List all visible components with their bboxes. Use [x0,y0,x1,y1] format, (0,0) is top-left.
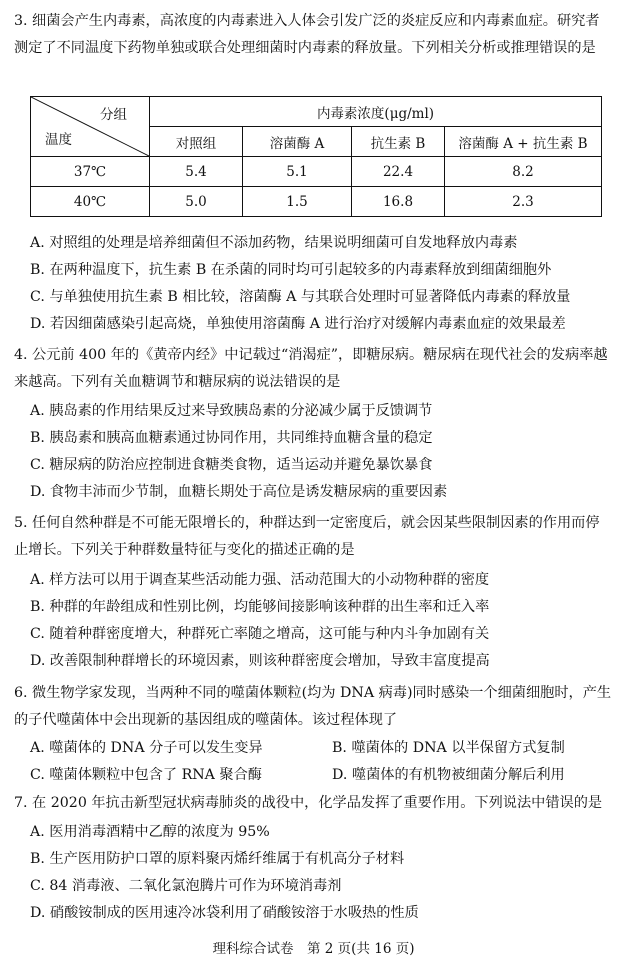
q6-option-b: B. 噬菌体的 DNA 以半保留方式复制 [332,740,565,756]
q7-option-b: B. 生产医用防护口罩的原料聚丙烯纤维属于有机高分子材料 [30,851,405,867]
q4-option-a: A. 胰岛素的作用结果反过来导致胰岛素的分泌减少属于反馈调节 [30,403,433,419]
question-7-stem: 7. 在 2020 年抗击新型冠状病毒肺炎的战役中，化学品发挥了重要作用。下列说法中错误的是 [14,795,603,811]
table-cell: 5.1 [243,157,352,187]
q3-option-c: C. 与单独使用抗生素 B 相比较，溶菌酶 A 与其联合处理时可显著降低内毒素的释放量 [30,289,571,305]
q4-option-d: D. 食物丰沛而少节制，血糖长期处于高位是诱发糖尿病的重要因素 [30,484,448,500]
corner-label-group: 分组 [100,107,127,123]
page-footer: 理科综合试卷 第 2 页(共 16 页) [212,941,415,957]
q5-option-d: D. 改善限制种群增长的环境因素，则该种群密度会增加，导致丰富度提高 [30,653,490,669]
q7-option-c: C. 84 消毒液、二氧化氯泡腾片可作为环境消毒剂 [30,878,342,894]
question-4-stem: 4. 公元前 400 年的《黄帝内经》中记载过“消渴症”，即糖尿病。糖尿病在现代社会的发病率越来越高。下列有关血糖调节和糖尿病的说法错误的是 [14,347,608,390]
question-6-stem: 6. 微生物学家发现，当两种不同的噬菌体颗粒(均为 DNA 病毒)同时感染一个细菌细胞时，产生的子代噬菌体中会出现新的基因组成的噬菌体。该过程体现了 [14,685,612,728]
table-cell: 1.5 [243,187,352,217]
table-cell: 16.8 [352,187,445,217]
table-group-header: 内毒素浓度(μg/ml) [150,97,602,127]
col-header: 溶菌酶 A + 抗生素 B [445,127,602,157]
q5-option-c: C. 随着种群密度增大，种群死亡率随之增高，这可能与种内斗争加剧有关 [30,626,490,642]
table-cell: 5.0 [150,187,243,217]
col-header: 对照组 [150,127,243,157]
table-row [31,157,602,187]
q6-option-a: A. 噬菌体的 DNA 分子可以发生变异 [30,740,263,756]
q3-option-b: B. 在两种温度下，抗生素 B 在杀菌的同时均可引起较多的内毒素释放到细菌细胞外 [30,262,552,278]
table-row [31,187,602,217]
table-cell: 22.4 [352,157,445,187]
corner-label-temperature: 温度 [45,132,72,148]
row-temp: 40℃ [31,187,150,217]
q4-option-c: C. 糖尿病的防治应控制进食糖类食物，适当运动并避免暴饮暴食 [30,457,433,473]
row-temp: 37℃ [31,157,150,187]
q7-option-d: D. 硝酸铵制成的医用速冷冰袋利用了硝酸铵溶于水吸热的性质 [30,905,419,921]
table-cell: 5.4 [150,157,243,187]
q5-option-a: A. 样方法可以用于调查某些活动能力强、活动范围大的小动物种群的密度 [30,572,490,588]
table-cell: 8.2 [445,157,602,187]
question-3-stem: 3. 细菌会产生内毒素，高浓度的内毒素进入人体会引发广泛的炎症反应和内毒素血症。研究者测定了不同温度下药物单独或联合处理细菌时内毒素的释放量。下列相关分析或推理错误的是 [14,13,600,56]
question-5-stem: 5. 任何自然种群是不可能无限增长的，种群达到一定密度后，就会因某些限制因素的作用而停止增长。下列关于种群数量特征与变化的描述正确的是 [14,515,600,558]
endotoxin-table [30,96,602,217]
table-cell: 2.3 [445,187,602,217]
q4-option-b: B. 胰岛素和胰高血糖素通过协同作用，共同维持血糖含量的稳定 [30,430,433,446]
q5-option-b: B. 种群的年龄组成和性别比例，均能够间接影响该种群的出生率和迁入率 [30,599,490,615]
q3-option-a: A. 对照组的处理是培养细菌但不添加药物，结果说明细菌可自发地释放内毒素 [30,235,518,251]
table-corner-cell [31,97,150,157]
col-header: 抗生素 B [352,127,445,157]
q7-option-a: A. 医用消毒酒精中乙醇的浓度为 95% [30,824,270,840]
q3-option-d: D. 若因细菌感染引起高烧，单独使用溶菌酶 A 进行治疗对缓解内毒素血症的效果最差 [30,316,566,332]
col-header: 溶菌酶 A [243,127,352,157]
q6-option-d: D. 噬菌体的有机物被细菌分解后利用 [332,767,565,783]
q6-option-c: C. 噬菌体颗粒中包含了 RNA 聚合酶 [30,767,262,783]
